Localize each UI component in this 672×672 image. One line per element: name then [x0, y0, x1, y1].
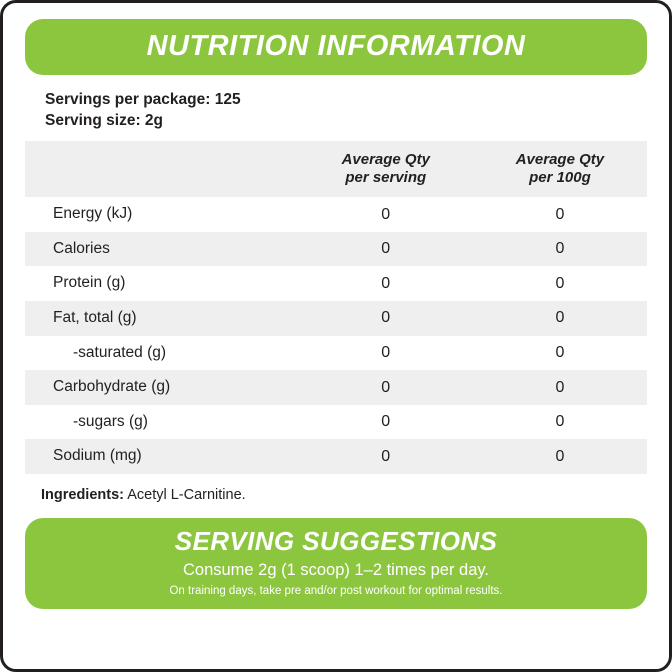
nutrient-label: Protein (g) — [25, 266, 299, 301]
nutrient-per-100g: 0 — [473, 336, 647, 371]
nutrient-label: Calories — [25, 232, 299, 267]
nutrient-per-serving: 0 — [299, 266, 473, 301]
nutrient-per-serving: 0 — [299, 336, 473, 371]
nutrient-label: Energy (kJ) — [25, 197, 299, 232]
nutrient-per-100g: 0 — [473, 232, 647, 267]
nutrient-per-serving: 0 — [299, 232, 473, 267]
column-header-per-100g: Average Qty per 100g — [473, 141, 647, 197]
ingredients-value: Acetyl L-Carnitine. — [127, 487, 246, 504]
nutrient-per-serving: 0 — [299, 439, 473, 474]
table-row — [25, 336, 647, 371]
table-row — [25, 232, 647, 267]
nutrient-per-serving: 0 — [299, 197, 473, 232]
nutrient-per-serving: 0 — [299, 370, 473, 405]
nutrient-per-100g: 0 — [473, 301, 647, 336]
serving-suggestions-secondary-text: On training days, take pre and/or post workout for optimal results. — [169, 585, 503, 598]
nutrient-label: Carbohydrate (g) — [25, 370, 299, 405]
nutrient-label: -sugars (g) — [25, 405, 299, 440]
ingredients-section — [25, 486, 647, 505]
serving-suggestions-title: SERVING SUGGESTIONS — [174, 525, 498, 556]
nutrient-label: Sodium (mg) — [25, 439, 299, 474]
table-header-row — [25, 141, 647, 197]
servings-per-package: Servings per package: 125 — [45, 91, 241, 109]
table-row — [25, 405, 647, 440]
nutrient-per-serving: 0 — [299, 405, 473, 440]
nutrition-information-title: NUTRITION INFORMATION — [146, 30, 526, 62]
table-row — [25, 197, 647, 232]
table-row — [25, 266, 647, 301]
nutrient-per-100g: 0 — [473, 405, 647, 440]
table-row — [25, 301, 647, 336]
table-row — [25, 439, 647, 474]
serving-info-cell — [25, 81, 647, 141]
nutrient-per-100g: 0 — [473, 439, 647, 474]
table-row — [25, 370, 647, 405]
nutrition-information-table — [25, 81, 647, 474]
column-header-per-serving: Average Qty per serving — [299, 141, 473, 197]
header-spacer-cell — [25, 141, 299, 197]
ingredients-label: Ingredients: — [41, 487, 124, 504]
nutrient-label: -saturated (g) — [25, 336, 299, 371]
serving-size: Serving size: 2g — [45, 112, 164, 130]
nutrient-per-100g: 0 — [473, 197, 647, 232]
serving-info-row — [25, 81, 647, 141]
nutrition-information-banner — [25, 19, 647, 75]
serving-suggestions-primary-text: Consume 2g (1 scoop) 1–2 times per day. — [182, 561, 489, 580]
nutrient-per-100g: 0 — [473, 266, 647, 301]
nutrient-per-serving: 0 — [299, 301, 473, 336]
nutrient-per-100g: 0 — [473, 370, 647, 405]
serving-suggestions-banner — [25, 518, 647, 610]
nutrient-label: Fat, total (g) — [25, 301, 299, 336]
